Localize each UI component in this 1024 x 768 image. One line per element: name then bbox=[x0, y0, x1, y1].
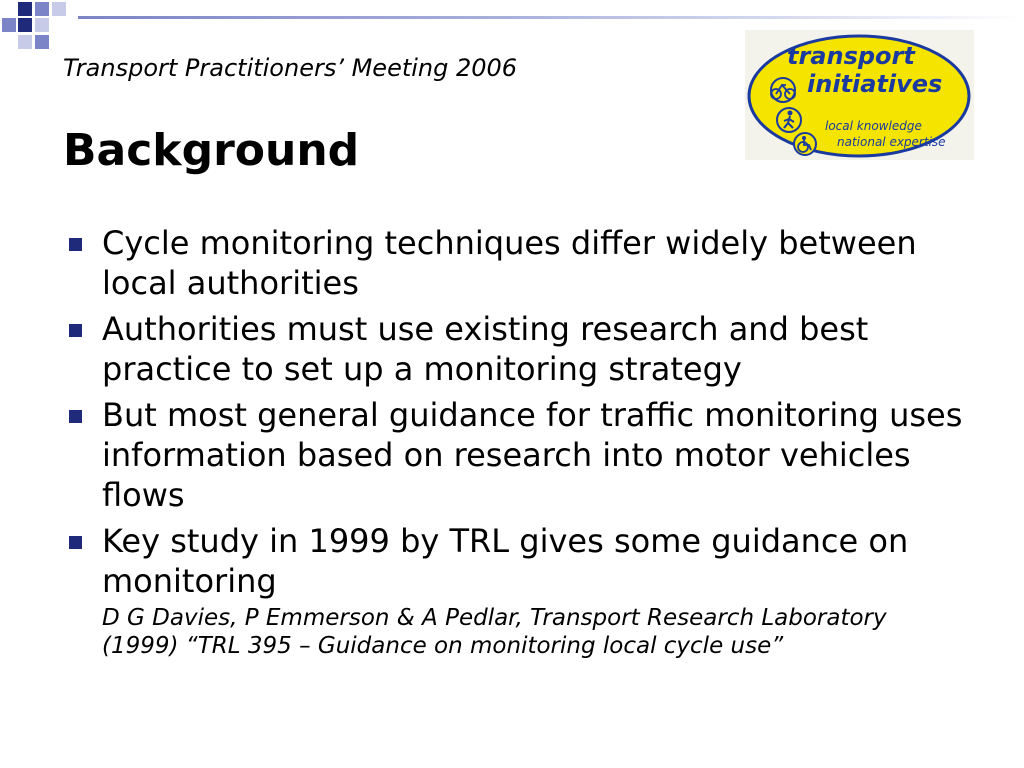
square-bullet-icon bbox=[69, 324, 82, 337]
bullet-text: But most general guidance for traffic monitoring uses information based on research into motor vehicles flows bbox=[102, 396, 963, 514]
bullet-text: Key study in 1999 by TRL gives some guidance on monitoring bbox=[102, 522, 909, 600]
transport-initiatives-logo bbox=[745, 30, 974, 160]
wheelchair-icon bbox=[794, 133, 816, 155]
corner-decoration-square bbox=[18, 35, 32, 49]
header-rule bbox=[78, 16, 1024, 19]
logo-tagline-1: local knowledge bbox=[825, 119, 922, 133]
corner-decoration-square bbox=[52, 2, 66, 16]
corner-decoration-square bbox=[35, 35, 49, 49]
corner-decoration-square bbox=[18, 2, 32, 16]
list-item bbox=[63, 395, 963, 515]
corner-decoration-square bbox=[2, 18, 16, 32]
bullet-text: Authorities must use existing research and best practice to set up a monitoring strategy bbox=[102, 310, 869, 388]
square-bullet-icon bbox=[69, 238, 82, 251]
corner-decoration-square bbox=[35, 2, 49, 16]
logo-text-transport: transport bbox=[787, 42, 915, 70]
list-item bbox=[63, 521, 963, 601]
pedestrian-icon bbox=[777, 108, 801, 132]
reference-citation: D G Davies, P Emmerson & A Pedlar, Transport Research Laboratory (1999) “TRL 395 – Guidance on monitoring local cycle use” bbox=[102, 605, 887, 659]
list-item bbox=[63, 223, 963, 303]
logo-text-initiatives: initiatives bbox=[807, 70, 943, 98]
bullet-text: Cycle monitoring techniques differ widely between local authorities bbox=[102, 224, 917, 302]
bullet-list bbox=[63, 223, 963, 607]
square-bullet-icon bbox=[69, 410, 82, 423]
corner-decoration-square bbox=[35, 18, 49, 32]
logo-tagline-2: national expertise bbox=[837, 135, 946, 149]
corner-decoration-square bbox=[18, 18, 32, 32]
slide-subtitle: Transport Practitioners’ Meeting 2006 bbox=[63, 54, 518, 82]
slide-title: Background bbox=[63, 125, 360, 176]
square-bullet-icon bbox=[69, 536, 82, 549]
bicycle-icon bbox=[771, 78, 795, 102]
list-item bbox=[63, 309, 963, 389]
